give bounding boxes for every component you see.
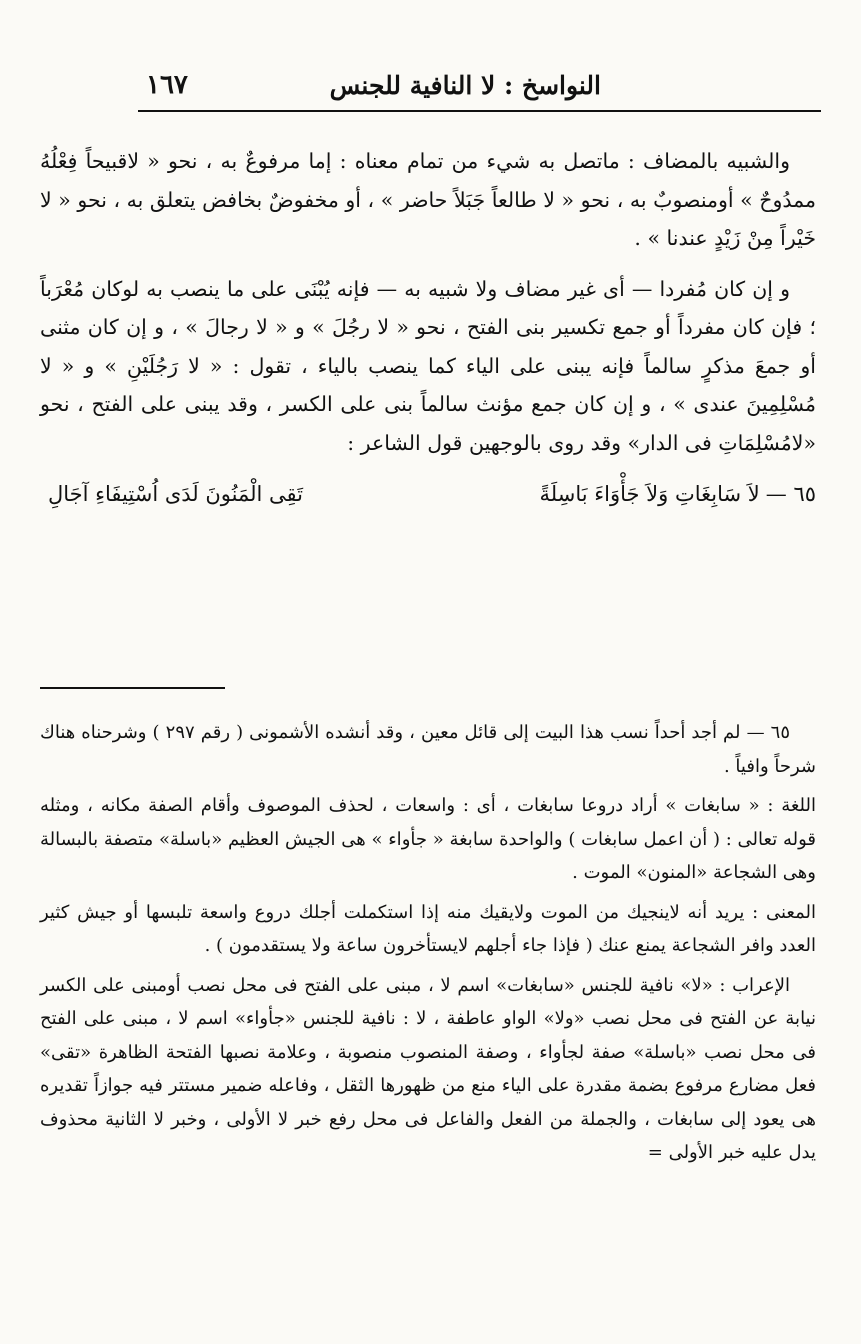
header-rule	[138, 110, 821, 112]
verse-first-hemistich: لاَ سَابِغَاتِ وَلاَ جَأْوَاءَ بَاسِلَةً	[539, 482, 760, 506]
footnote-separator	[40, 687, 225, 689]
paragraph-shabih-bil-mudaf: والشبيه بالمضاف : ماتصل به شيء من تمام معناه : إما مرفوعٌ به ، نحو « لاقبيحاً فِعْلُهُ ممدُوحٌ » أومنصوبٌ به ، نحو « لا طالعاً جَبَلاً حاضر » ، أو مخفوضٌ بخافض يتعلق به ، نحو « لا خَيْراً مِنْ زَيْدٍ عندنا » .	[40, 149, 816, 250]
footnote-lugha: اللغة : « سابغات » أراد دروعا سابغات ، أى : واسعات ، لحذف الموصوف وأقام الصفة مكانه ، ومثله قوله تعالى : ( أن اعمل سابغات ) والواحدة سابغة « جأواء » هى الجيش العظيم «باسلة» متصفة بالبسالة وهى الشجاعة «المنون» الموت .	[40, 795, 816, 883]
verse-second-hemistich: تَقِى الْمَنُونَ لَدَى اُسْتِيفَاءِ آجَالِ	[48, 482, 303, 506]
running-title: النواسخ : لا النافية للجنس	[329, 70, 601, 100]
footnotes	[40, 716, 816, 1176]
footnote-source: ٦٥ — لم أجد أحداً نسب هذا البيت إلى قائل معين ، وقد أنشده الأشمونى ( رقم ٢٩٧ ) وشرحناه هناك شرحاً وافياً .	[40, 722, 816, 777]
page-header	[140, 62, 801, 108]
paragraph-mufrad: و إن كان مُفردا — أى غير مضاف ولا شبيه به — فإنه يُبْنَى على ما ينصب به لوكان مُعْرَباً ؛ فإن كان مفرداً أو جمع تكسير بنى الفتح ، نحو « لا رجُلَ » و « لا رجالَ » ، و إن كان مثنى أو جمعَ مذكرٍ سالماً فإنه يبنى على الياء كما ينصب بالياء ، تقول : « لا رَجُلَيْنِ » و « لا مُسْلِمِينَ عندى » ، و إن كان جمع مؤنث سالماً بنى على الكسر ، وقد يبنى على الفتح ، نحو «لامُسْلِمَاتِ فى الدار» وقد روى بالوجهين قول الشاعر :	[40, 276, 816, 455]
footnote-maana: المعنى : يريد أنه لاينجيك من الموت ولايقيك منه إذا استكملت أجلك دروع واسعة تلبسها أو جيش كثير العدد وافر الشجاعة يمنع عنك ( فإذا جاء أجلهم لايستأخرون ساعة ولا يستقدمون ) .	[40, 901, 816, 956]
page-number: ١٦٧	[146, 70, 188, 100]
main-text	[40, 142, 816, 514]
verse-number: ٦٥ —	[765, 482, 816, 506]
poetry-verse	[40, 474, 816, 514]
footnote-irab: الإعراب : «لا» نافية للجنس «سابغات» اسم لا ، مبنى على الفتح فى محل نصب أومبنى على الكسر نيابة عن الفتح فى محل نصب «ولا» الواو عاطفة ، لا : نافية للجنس «جأواء» اسم لا ، مبنى على الفتح فى محل نصب «باسلة» صفة لجأواء ، وصفة المنصوب منصوبة ، وعلامة نصبها الفتحة الظاهرة «تقى» فعل مضارع مرفوع بضمة مقدرة على الياء منع من ظهورها الثقل ، وفاعله ضمير مستتر فيه جوازاً تقديره هى يعود إلى سابغات ، والجملة من الفعل والفاعل فى محل رفع خبر لا الأولى ، وخبر لا الثانية محذوف يدل عليه خبر الأولى =	[40, 974, 816, 1163]
